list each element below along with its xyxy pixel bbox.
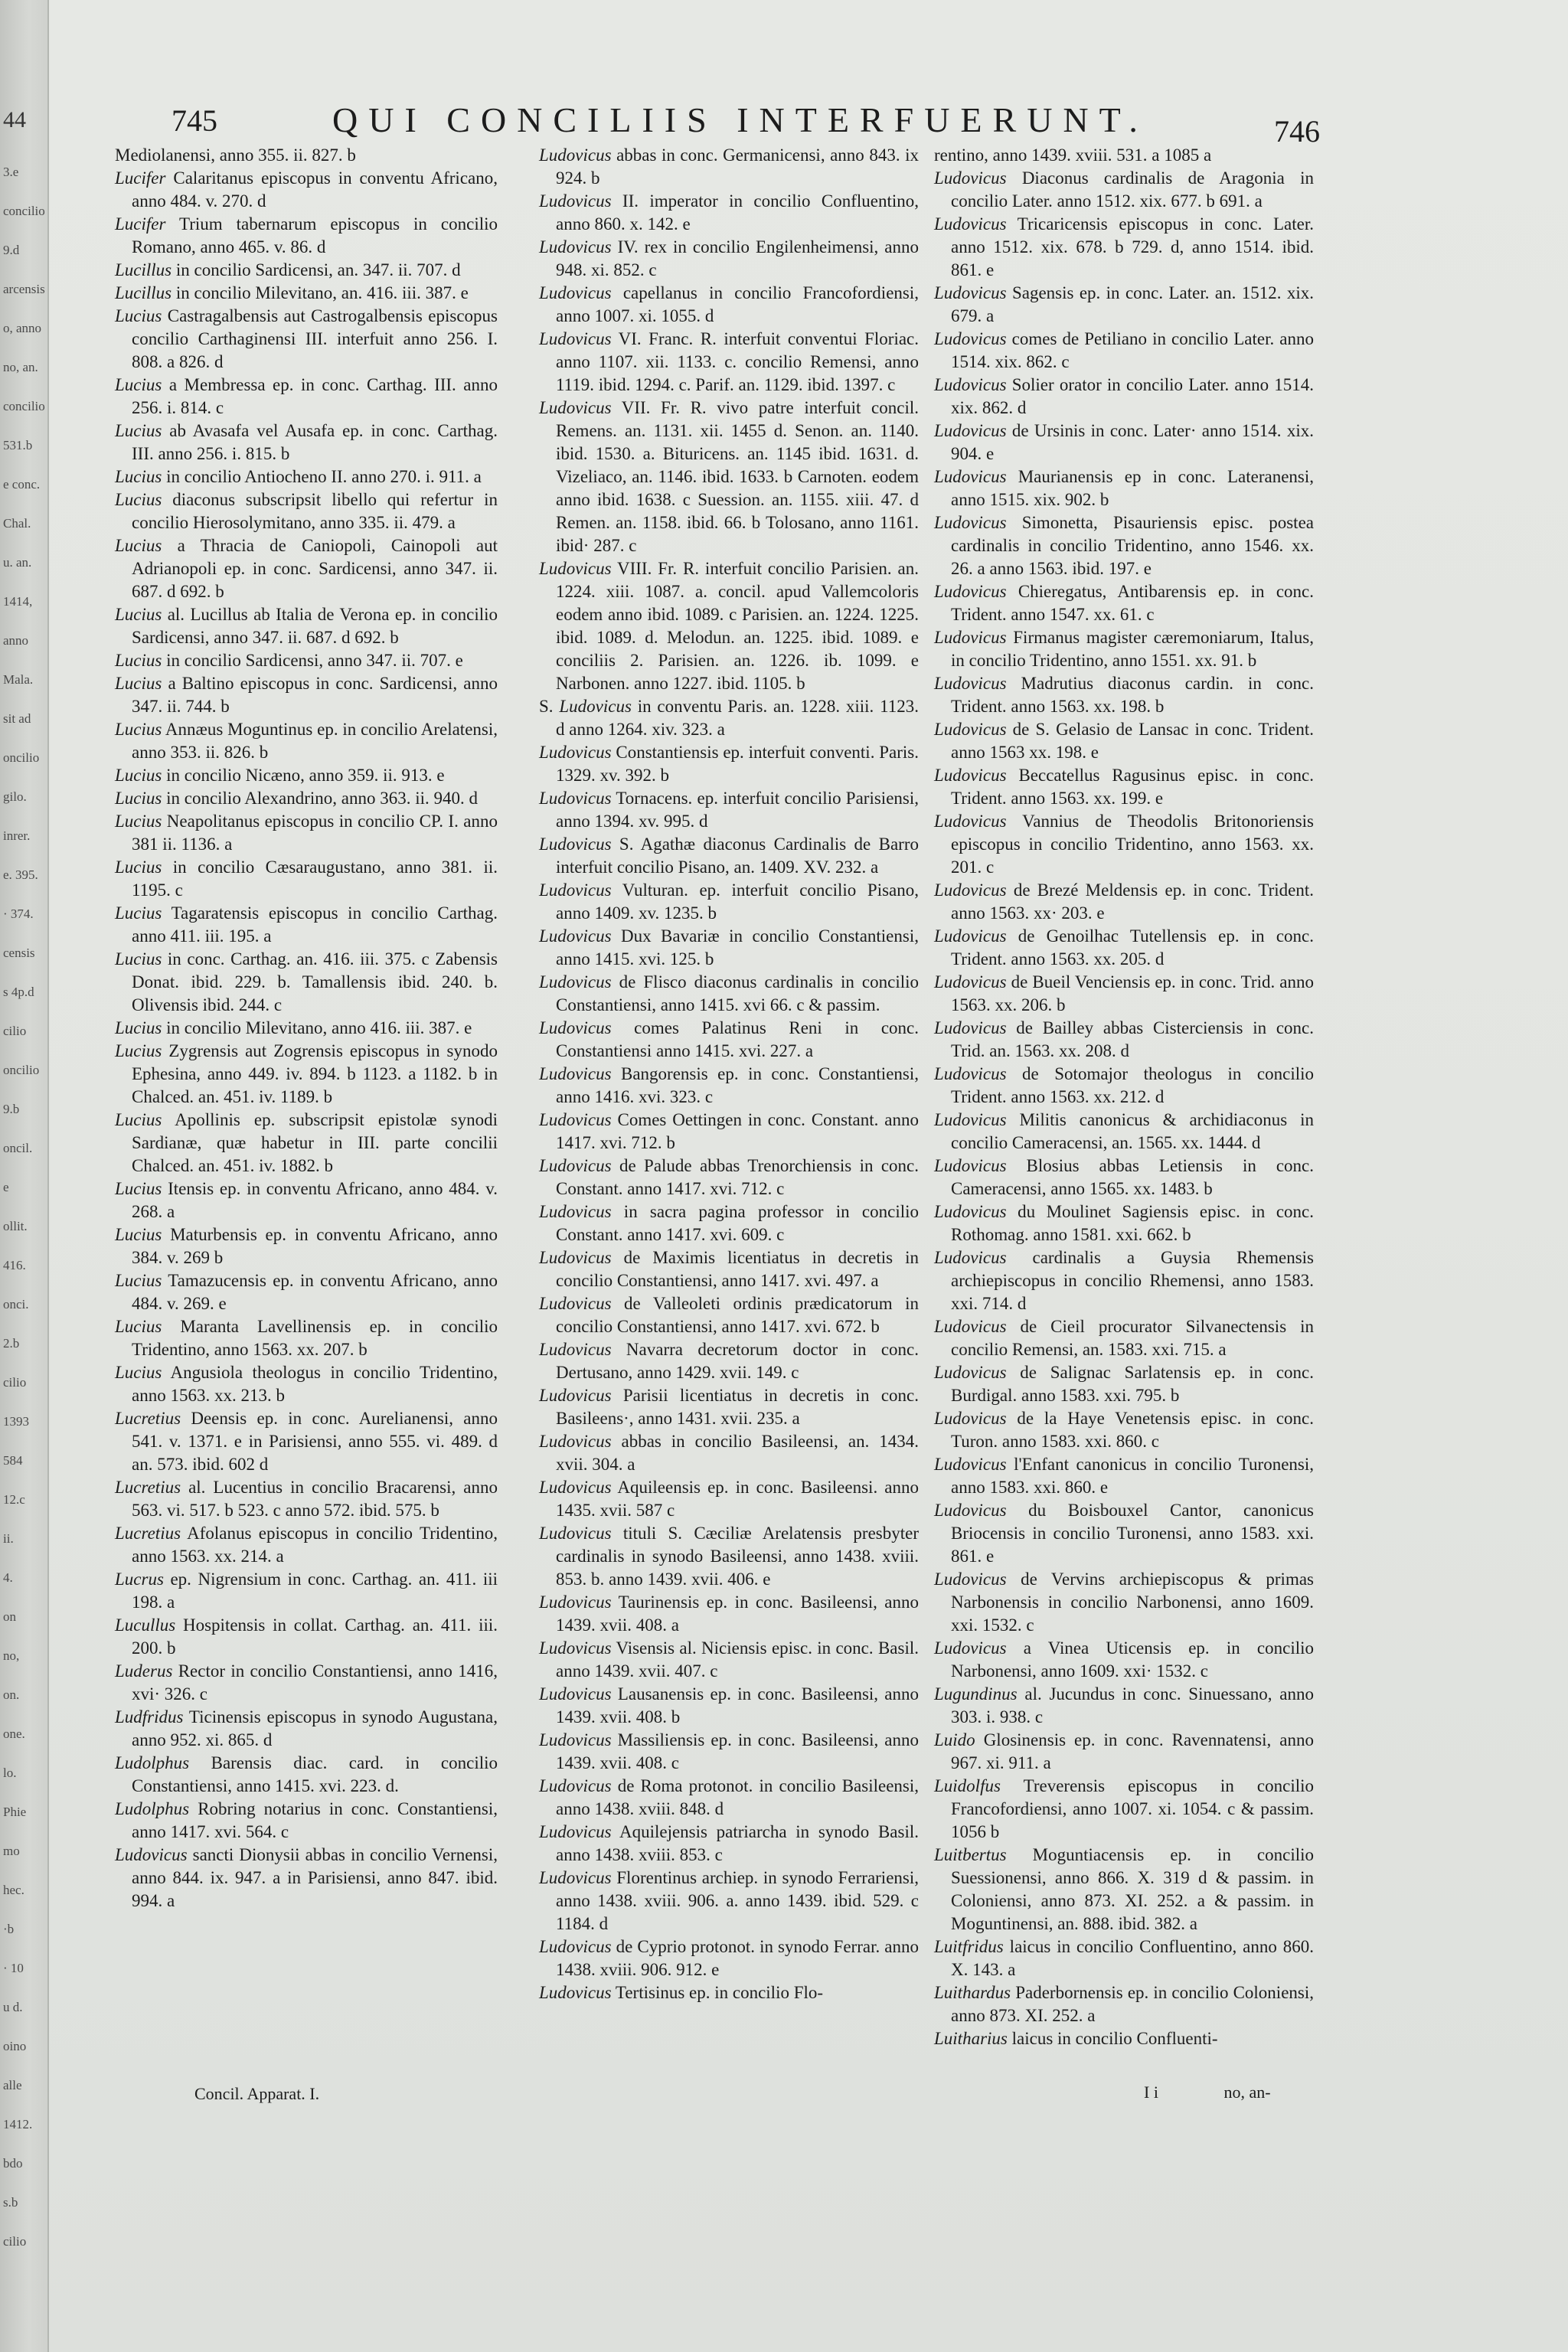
index-entry: Luithardus Paderbornensis ep. in concilio Coloniensi, anno 873. XI. 252. a bbox=[934, 1983, 1314, 2025]
index-entry: Ludovicus Massiliensis ep. in conc. Basileensi, anno 1439. xvii. 408. c bbox=[539, 1730, 919, 1772]
previous-page-fragment: cilio bbox=[3, 2234, 27, 2249]
previous-page-edge bbox=[0, 0, 49, 2352]
previous-page-fragment: cilio bbox=[3, 1375, 27, 1390]
index-entry: Lucifer Trium tabernarum episcopus in concilio Romano, anno 465. v. 86. d bbox=[115, 214, 498, 256]
index-entry: Ludovicus de Ursinis in conc. Later· anno 1514. xix. 904. e bbox=[934, 421, 1314, 463]
signature-mark: I i bbox=[1144, 2082, 1158, 2102]
index-entry: Ludovicus comes Palatinus Reni in conc. Constantiensi anno 1415. xvi. 227. a bbox=[539, 1018, 919, 1060]
previous-page-fragment: 1412. bbox=[3, 2117, 33, 2132]
index-entry: Lugundinus al. Jucundus in conc. Sinuessano, anno 303. i. 938. c bbox=[934, 1684, 1314, 1726]
index-entry: Lucius Tagaratensis episcopus in concilio Carthag. anno 411. iii. 195. a bbox=[115, 903, 498, 946]
index-entry: Ludovicus abbas in conc. Germanicensi, anno 843. ix 924. b bbox=[539, 145, 919, 188]
index-entry: Ludovicus VI. Franc. R. interfuit conventui Floriac. anno 1107. xii. 1133. c. concilio Remensi, anno 1119. ibid. 1294. c. Parif. an. 1129. ibid. 1397. c bbox=[539, 329, 919, 394]
index-column-2 bbox=[539, 144, 919, 2004]
index-entry: Luderus Rector in concilio Constantiensi, anno 1416, xvi· 326. c bbox=[115, 1661, 498, 1704]
index-entry: Ludovicus Lausanensis ep. in conc. Basileensi, anno 1439. xvii. 408. b bbox=[539, 1684, 919, 1726]
index-entry: Lucrus ep. Nigrensium in conc. Carthag. an. 411. iii 198. a bbox=[115, 1570, 498, 1612]
index-entry: Ludovicus comes de Petiliano in concilio Later. anno 1514. xix. 862. c bbox=[934, 329, 1314, 371]
index-entry: Ludovicus Visensis al. Niciensis episc. in conc. Basil. anno 1439. xvii. 407. c bbox=[539, 1638, 919, 1681]
index-entry: Ludovicus Tertisinus ep. in concilio Flo- bbox=[539, 1983, 824, 2002]
index-entry: Ludovicus a Vinea Uticensis ep. in concilio Narbonensi, anno 1609. xxi· 1532. c bbox=[934, 1638, 1314, 1681]
footer-right bbox=[1144, 2082, 1271, 2102]
index-entry: Lucullus Hospitensis in collat. Carthag. an. 411. iii. 200. b bbox=[115, 1615, 498, 1658]
index-entry: Ludovicus Bangorensis ep. in conc. Constantiensi, anno 1416. xvi. 323. c bbox=[539, 1064, 919, 1106]
index-entry: Lucillus in concilio Milevitano, an. 416. iii. 387. e bbox=[115, 283, 469, 302]
index-entry: Ludovicus de S. Gelasio de Lansac in conc. Trident. anno 1563 xx. 198. e bbox=[934, 720, 1314, 762]
index-entry: Ludovicus Diaconus cardinalis de Aragonia in concilio Later. anno 1512. xix. 677. b 691. a bbox=[934, 168, 1314, 211]
index-entry: Lucius Castragalbensis aut Castrogalbensis episcopus concilio Carthaginensi III. interfuit anno 256. I. 808. a 826. d bbox=[115, 306, 498, 371]
index-column-1 bbox=[115, 144, 498, 1913]
previous-page-fragment: 9.d bbox=[3, 243, 20, 257]
index-entry: Lucillus in concilio Sardicensi, an. 347. ii. 707. d bbox=[115, 260, 461, 279]
index-entry: Ludovicus Taurinensis ep. in conc. Basileensi, anno 1439. xvii. 408. a bbox=[539, 1592, 919, 1635]
previous-page-fragment: s.b bbox=[3, 2195, 18, 2210]
previous-page-fragment: e conc. bbox=[3, 477, 41, 492]
index-entry: Ludovicus du Boisbouxel Cantor, canonicus Briocensis in concilio Turonensi, anno 1583. xxi. 861. e bbox=[934, 1501, 1314, 1566]
index-entry: Luitbertus Moguntiacensis ep. in concilio Suessionensi, anno 866. X. 319 d & passim. in Coloniensi, anno 873. XI. 252. a & passim. in Moguntinensi, an. 888. ibid. 382. a bbox=[934, 1845, 1314, 1933]
index-entry: Lucius Maturbensis ep. in conventu Africano, anno 384. v. 269 b bbox=[115, 1225, 498, 1267]
previous-page-fragment: one. bbox=[3, 1726, 25, 1741]
index-entry: Lucretius Deensis ep. in conc. Aurelianensi, anno 541. v. 1371. e in Parisiensi, anno 555. vi. 489. d an. 573. ibid. 602 d bbox=[115, 1409, 498, 1474]
index-entry: Ludovicus Navarra decretorum doctor in conc. Dertusano, anno 1429. xvii. 149. c bbox=[539, 1340, 919, 1382]
index-entry: Ludovicus capellanus in concilio Francofordiensi, anno 1007. xi. 1055. d bbox=[539, 283, 919, 325]
index-entry: Ludovicus Florentinus archiep. in synodo Ferrariensi, anno 1438. xviii. 906. a. anno 1439. ibid. 529. c 1184. d bbox=[539, 1868, 919, 1933]
previous-page-fragment: 1414, bbox=[3, 594, 33, 609]
previous-page-fragment: on. bbox=[3, 1687, 20, 1702]
index-entry: Lucius diaconus subscripsit libello qui refertur in concilio Hierosolymitano, anno 335. ii. 479. a bbox=[115, 490, 498, 532]
previous-page-fragment: censis bbox=[3, 946, 35, 960]
previous-page-fragment: Chal. bbox=[3, 516, 31, 531]
index-entry: Ludovicus Blosius abbas Letiensis in conc. Cameracensi, anno 1565. xx. 1483. b bbox=[934, 1156, 1314, 1198]
previous-page-fragment: inrer. bbox=[3, 828, 31, 843]
previous-page-fragment: anno bbox=[3, 633, 29, 648]
previous-page-fragment: 4. bbox=[3, 1570, 13, 1585]
index-entry: Ludolphus Robring notarius in conc. Constantiensi, anno 1417. xvi. 564. c bbox=[115, 1799, 498, 1841]
index-entry: Ludovicus Tornacens. ep. interfuit concilio Parisiensi, anno 1394. xv. 995. d bbox=[539, 789, 919, 831]
previous-page-fragment: 3.e bbox=[3, 165, 19, 179]
index-entry: Ludovicus IV. rex in concilio Engilenheimensi, anno 948. xi. 852. c bbox=[539, 237, 919, 279]
previous-page-fragment: lo. bbox=[3, 1766, 17, 1780]
index-entry: Mediolanensi, anno 355. ii. 827. b bbox=[115, 145, 356, 165]
index-entry: Ludovicus de Valleoleti ordinis prædicatorum in concilio Constantiensi, anno 1417. xvi. 672. b bbox=[539, 1294, 919, 1336]
index-entry: Ludovicus Solier orator in concilio Later. anno 1514. xix. 862. d bbox=[934, 375, 1314, 417]
index-entry: Ludovicus Chieregatus, Antibarensis ep. in conc. Trident. anno 1547. xx. 61. c bbox=[934, 582, 1314, 624]
previous-page-fragment: u. an. bbox=[3, 555, 32, 570]
index-entry: Lucretius al. Lucentius in concilio Bracarensi, anno 563. vi. 517. b 523. c anno 572. ibid. 575. b bbox=[115, 1478, 498, 1520]
index-entry: Ludovicus de Vervins archiepiscopus & primas Narbonensis in concilio Narbonensi, anno 1609. xxi. 1532. c bbox=[934, 1570, 1314, 1635]
previous-page-fragment: · 10 bbox=[3, 1961, 24, 1975]
index-entry: Luitharius laicus in concilio Confluenti- bbox=[934, 2029, 1218, 2048]
index-entry: Ludovicus de Bueil Venciensis ep. in conc. Trid. anno 1563. xx. 206. b bbox=[934, 972, 1314, 1014]
page-header bbox=[172, 100, 1320, 149]
previous-page-fragment: u d. bbox=[3, 2000, 23, 2014]
previous-page-fragment: e bbox=[3, 1180, 9, 1194]
index-entry: Lucius Annæus Moguntinus ep. in concilio Arelatensi, anno 353. ii. 826. b bbox=[115, 720, 498, 762]
index-entry: Ludovicus abbas in concilio Basileensi, an. 1434. xvii. 304. a bbox=[539, 1432, 919, 1474]
previous-page-fragment: Mala. bbox=[3, 672, 34, 687]
previous-page-fragment: oncilio bbox=[3, 1063, 40, 1077]
index-entry: Ludovicus Constantiensis ep. interfuit conventi. Paris. 1329. xv. 392. b bbox=[539, 743, 919, 785]
index-entry: Ludovicus Vannius de Theodolis Britonoriensis episcopus in concilio Tridentino, anno 1563. xx. 201. c bbox=[934, 812, 1314, 877]
page-number-right: 746 bbox=[1274, 114, 1320, 149]
index-entry: Ludovicus Tricaricensis episcopus in conc. Later. anno 1512. xix. 678. b 729. d, anno 1514. ibid. 861. e bbox=[934, 214, 1314, 279]
index-entry: Luitfridus laicus in concilio Confluentino, anno 860. X. 143. a bbox=[934, 1937, 1314, 1979]
previous-page-fragment: mo bbox=[3, 1844, 20, 1858]
previous-page-fragment: 2.b bbox=[3, 1336, 20, 1351]
index-entry: Ludovicus Aquileensis ep. in conc. Basileensi. anno 1435. xvii. 587 c bbox=[539, 1478, 919, 1520]
index-entry: Ludovicus de Flisco diaconus cardinalis in concilio Constantiensi, anno 1415. xvi 66. c & passim. bbox=[539, 972, 919, 1014]
index-entry: Ludovicus Militis canonicus & archidiaconus in concilio Cameracensi, an. 1565. xx. 1444. d bbox=[934, 1110, 1314, 1152]
running-title: QUI CONCILIIS INTERFUERUNT. bbox=[332, 100, 1148, 139]
previous-page-fragment: gilo. bbox=[3, 789, 27, 804]
index-entry: Lucius ab Avasafa vel Ausafa ep. in conc. Carthag. III. anno 256. i. 815. b bbox=[115, 421, 498, 463]
index-entry: Ludovicus II. imperator in concilio Confluentino, anno 860. x. 142. e bbox=[539, 191, 919, 234]
previous-page-fragment: concilio bbox=[3, 399, 45, 413]
index-entry: Ludovicus de la Haye Venetensis episc. in conc. Turon. anno 1583. xxi. 860. c bbox=[934, 1409, 1314, 1451]
previous-page-fragment: arcensis bbox=[3, 282, 45, 296]
index-entry: Ludovicus in sacra pagina professor in concilio Constant. anno 1417. xvi. 609. c bbox=[539, 1202, 919, 1244]
index-entry: Ludovicus de Sotomajor theologus in concilio Trident. anno 1563. xx. 212. d bbox=[934, 1064, 1314, 1106]
previous-page-fragment: cilio bbox=[3, 1024, 27, 1038]
footer-left: Concil. Apparat. I. bbox=[194, 2084, 320, 2103]
index-entry: Luido Glosinensis ep. in conc. Ravennatensi, anno 967. xi. 911. a bbox=[934, 1730, 1314, 1772]
index-entry: Lucius in concilio Antiocheno II. anno 270. i. 911. a bbox=[115, 467, 482, 486]
previous-page-fragment: e. 395. bbox=[3, 867, 38, 882]
previous-page-fragment: 584 bbox=[3, 1453, 23, 1468]
previous-page-fragment: no, bbox=[3, 1648, 20, 1663]
previous-page-fragment: ollit. bbox=[3, 1219, 28, 1233]
index-column-3 bbox=[934, 144, 1314, 2050]
index-entry: Luidolfus Treverensis episcopus in concilio Francofordiensi, anno 1007. xi. 1054. c & passim. 1056 b bbox=[934, 1776, 1314, 1841]
index-entry: Lucretius Afolanus episcopus in concilio Tridentino, anno 1563. xx. 214. a bbox=[115, 1524, 498, 1566]
index-entry: Ludovicus Dux Bavariæ in concilio Constantiensi, anno 1415. xvi. 125. b bbox=[539, 926, 919, 969]
index-entry: Ludovicus de Genoilhac Tutellensis ep. in conc. Trident. anno 1563. xx. 205. d bbox=[934, 926, 1314, 969]
previous-page-fragment: oncilio bbox=[3, 750, 40, 765]
index-entry: Ludovicus VIII. Fr. R. interfuit concilio Parisien. an. 1224. xiii. 1087. a. concil. apud Vallemcoloris eodem anno ibid. 1089. c Parisien. an. 1224. 1225. ibid. 1089. d. Melodun. an. 1225. ibid. 1089. e conciliis 2. Parisien. an. 1226. ib. 1099. e Narbonen. anno 1227. ibid. 1105. b bbox=[539, 559, 919, 693]
index-entry: Ludovicus VII. Fr. R. vivo patre interfuit concil. Remens. an. 1131. xii. 1455 d. Senon. an. 1140. ibid. 1530. a. Bituricens. an. 1145 ibid. 1631. d. Vizeliaco, an. 1146. ibid. 1633. b Carnoten. eodem anno ibid. 1638. c Suession. an. 1155. xiii. 47. d Remen. an. 1158. ibid. 66. b Tolosano, anno 1161. ibid· 287. c bbox=[539, 398, 919, 555]
index-entry: Ludfridus Ticinensis episcopus in synodo Augustana, anno 952. xi. 865. d bbox=[115, 1707, 498, 1749]
previous-page-fragment: oino bbox=[3, 2039, 27, 2053]
index-entry: Lucius Itensis ep. in conventu Africano, anno 484. v. 268. a bbox=[115, 1179, 498, 1221]
index-entry: Ludovicus de Roma protonot. in concilio Basileensi, anno 1438. xviii. 848. d bbox=[539, 1776, 919, 1818]
index-entry: Ludovicus de Salignac Sarlatensis ep. in conc. Burdigal. anno 1583. xxi. 795. b bbox=[934, 1363, 1314, 1405]
index-entry: Ludovicus Beccatellus Ragusinus episc. in conc. Trident. anno 1563. xx. 199. e bbox=[934, 766, 1314, 808]
previous-page-fragment: sit ad bbox=[3, 711, 31, 726]
index-entry: Lucius Maranta Lavellinensis ep. in concilio Tridentino, anno 1563. xx. 207. b bbox=[115, 1317, 498, 1359]
index-entry: Lucius in concilio Milevitano, anno 416. iii. 387. e bbox=[115, 1018, 472, 1037]
index-entry: Lucius Tamazucensis ep. in conventu Africano, anno 484. v. 269. e bbox=[115, 1271, 498, 1313]
index-entry: Ludovicus de Cyprio protonot. in synodo Ferrar. anno 1438. xviii. 906. 912. e bbox=[539, 1937, 919, 1979]
index-entry: Lucius a Baltino episcopus in conc. Sardicensi, anno 347. ii. 744. b bbox=[115, 674, 498, 716]
index-entry: Ludovicus de Maximis licentiatus in decretis in concilio Constantiensi, anno 1417. xvi. 497. a bbox=[539, 1248, 919, 1290]
index-entry: Ludovicus Parisii licentiatus in decretis in conc. Basileens·, anno 1431. xvii. 235. a bbox=[539, 1386, 919, 1428]
index-entry: Lucius in concilio Nicæno, anno 359. ii. 913. e bbox=[115, 766, 445, 785]
index-entry: Lucius al. Lucillus ab Italia de Verona ep. in concilio Sardicensi, anno 347. ii. 687. d 692. b bbox=[115, 605, 498, 647]
previous-page-fragment: 12.c bbox=[3, 1492, 25, 1507]
index-entry: Lucius in conc. Carthag. an. 416. iii. 375. c Zabensis Donat. ibid. 229. b. Tamallensis ibid. 240. b. Olivensis ibid. 244. c bbox=[115, 949, 498, 1014]
index-entry: Ludovicus sancti Dionysii abbas in concilio Vernensi, anno 844. ix. 947. a in Parisiensi, anno 847. ibid. 994. a bbox=[115, 1845, 498, 1910]
previous-page-number: 44 bbox=[3, 107, 26, 132]
previous-page-fragment: bdo bbox=[3, 2156, 23, 2171]
previous-page-fragment: hec. bbox=[3, 1883, 24, 1897]
index-entry: Ludovicus de Palude abbas Trenorchiensis in conc. Constant. anno 1417. xvi. 712. c bbox=[539, 1156, 919, 1198]
index-entry: Lucius Zygrensis aut Zogrensis episcopus in synodo Ephesina, anno 449. iv. 894. b 1123. a 1182. b in Chalced. an. 451. iv. 1189. b bbox=[115, 1041, 498, 1106]
book-page bbox=[49, 0, 1568, 2352]
previous-page-fragment: 1393 bbox=[3, 1414, 29, 1429]
previous-page-fragment: concilio bbox=[3, 204, 45, 218]
index-entry: Lucius Apollinis ep. subscripsit epistolæ synodi Sardianæ, quæ habetur in III. parte concilii Chalced. an. 451. iv. 1882. b bbox=[115, 1110, 498, 1175]
previous-page-fragment: 531.b bbox=[3, 438, 33, 452]
previous-page-fragment: alle bbox=[3, 2078, 22, 2092]
page-number-left: 745 bbox=[172, 103, 217, 138]
index-entry: Ludovicus Madrutius diaconus cardin. in conc. Trident. anno 1563. xx. 198. b bbox=[934, 674, 1314, 716]
index-entry: Ludovicus Vulturan. ep. interfuit concilio Pisano, anno 1409. xv. 1235. b bbox=[539, 880, 919, 923]
index-entry: Lucius a Thracia de Caniopoli, Cainopoli aut Adrianopoli ep. in conc. Sardicensi, anno 347. ii. 687. d 692. b bbox=[115, 536, 498, 601]
index-entry: Lucius in concilio Alexandrino, anno 363. ii. 940. d bbox=[115, 789, 479, 808]
index-entry: Ludovicus de Brezé Meldensis ep. in conc. Trident. anno 1563. xx· 203. e bbox=[934, 880, 1314, 923]
index-entry: Ludovicus de Cieil procurator Silvanectensis in concilio Remensi, an. 1583. xxi. 715. a bbox=[934, 1317, 1314, 1359]
index-entry: Lucius in concilio Sardicensi, anno 347. ii. 707. e bbox=[115, 651, 463, 670]
previous-page-fragment: no, an. bbox=[3, 360, 38, 374]
previous-page-fragment: oncil. bbox=[3, 1141, 33, 1155]
previous-page-fragment: Phie bbox=[3, 1805, 27, 1819]
previous-page-fragment: 9.b bbox=[3, 1102, 20, 1116]
index-entry: Ludovicus tituli S. Cæciliæ Arelatensis presbyter cardinalis in synodo Basileensi, anno 1438. xviii. 853. b. anno 1439. xvii. 406. e bbox=[539, 1524, 919, 1589]
index-entry: S. Ludovicus in conventu Paris. an. 1228. xiii. 1123. d anno 1264. xiv. 323. a bbox=[539, 697, 919, 739]
previous-page-fragment: 416. bbox=[3, 1258, 26, 1272]
index-entry: Ludovicus Firmanus magister cæremoniarum, Italus, in concilio Tridentino, anno 1551. xx. 91. b bbox=[934, 628, 1314, 670]
index-entry: Ludovicus Maurianensis ep in conc. Lateranensi, anno 1515. xix. 902. b bbox=[934, 467, 1314, 509]
index-entry: Ludovicus cardinalis a Guysia Rhemensis archiepiscopus in concilio Rhemensi, anno 1583. xxi. 714. d bbox=[934, 1248, 1314, 1313]
previous-page-fragment: ·b bbox=[3, 1922, 15, 1936]
index-entry: rentino, anno 1439. xviii. 531. a 1085 a bbox=[934, 145, 1212, 165]
index-entry: Ludovicus Simonetta, Pisauriensis episc. postea cardinalis in concilio Tridentino, anno 1546. xx. 26. a anno 1563. ibid. 197. e bbox=[934, 513, 1314, 578]
previous-page-fragment: onci. bbox=[3, 1297, 29, 1312]
previous-page-fragment: s 4p.d bbox=[3, 985, 34, 999]
index-entry: Ludolphus Barensis diac. card. in concilio Constantiensi, anno 1415. xvi. 223. d. bbox=[115, 1753, 498, 1795]
previous-page-fragment: o, anno bbox=[3, 321, 42, 335]
index-entry: Ludovicus S. Agathæ diaconus Cardinalis de Barro interfuit concilio Pisano, an. 1409. XV. 232. a bbox=[539, 835, 919, 877]
index-entry: Ludovicus Comes Oettingen in conc. Constant. anno 1417. xvi. 712. b bbox=[539, 1110, 919, 1152]
index-entry: Lucius Angusiola theologus in concilio Tridentino, anno 1563. xx. 213. b bbox=[115, 1363, 498, 1405]
index-entry: Ludovicus de Bailley abbas Cisterciensis in conc. Trid. an. 1563. xx. 208. d bbox=[934, 1018, 1314, 1060]
index-entry: Ludovicus du Moulinet Sagiensis episc. in conc. Rothomag. anno 1581. xxi. 662. b bbox=[934, 1202, 1314, 1244]
index-entry: Lucius a Membressa ep. in conc. Carthag. III. anno 256. i. 814. c bbox=[115, 375, 498, 417]
index-entry: Ludovicus l'Enfant canonicus in concilio Turonensi, anno 1583. xxi. 860. e bbox=[934, 1455, 1314, 1497]
previous-page-fragment: on bbox=[3, 1609, 16, 1624]
previous-page-fragment: ii. bbox=[3, 1531, 14, 1546]
previous-page-fragment: · 374. bbox=[3, 906, 34, 921]
index-entry: Lucius Neapolitanus episcopus in concilio CP. I. anno 381 ii. 1136. a bbox=[115, 812, 498, 854]
index-entry: Ludovicus Sagensis ep. in conc. Later. an. 1512. xix. 679. a bbox=[934, 283, 1314, 325]
index-entry: Lucifer Calaritanus episcopus in conventu Africano, anno 484. v. 270. d bbox=[115, 168, 498, 211]
index-entry: Lucius in concilio Cæsaraugustano, anno 381. ii. 1195. c bbox=[115, 858, 498, 900]
index-entry: Ludovicus Aquilejensis patriarcha in synodo Basil. anno 1438. xviii. 853. c bbox=[539, 1822, 919, 1864]
catchword: no, an- bbox=[1223, 2082, 1271, 2102]
